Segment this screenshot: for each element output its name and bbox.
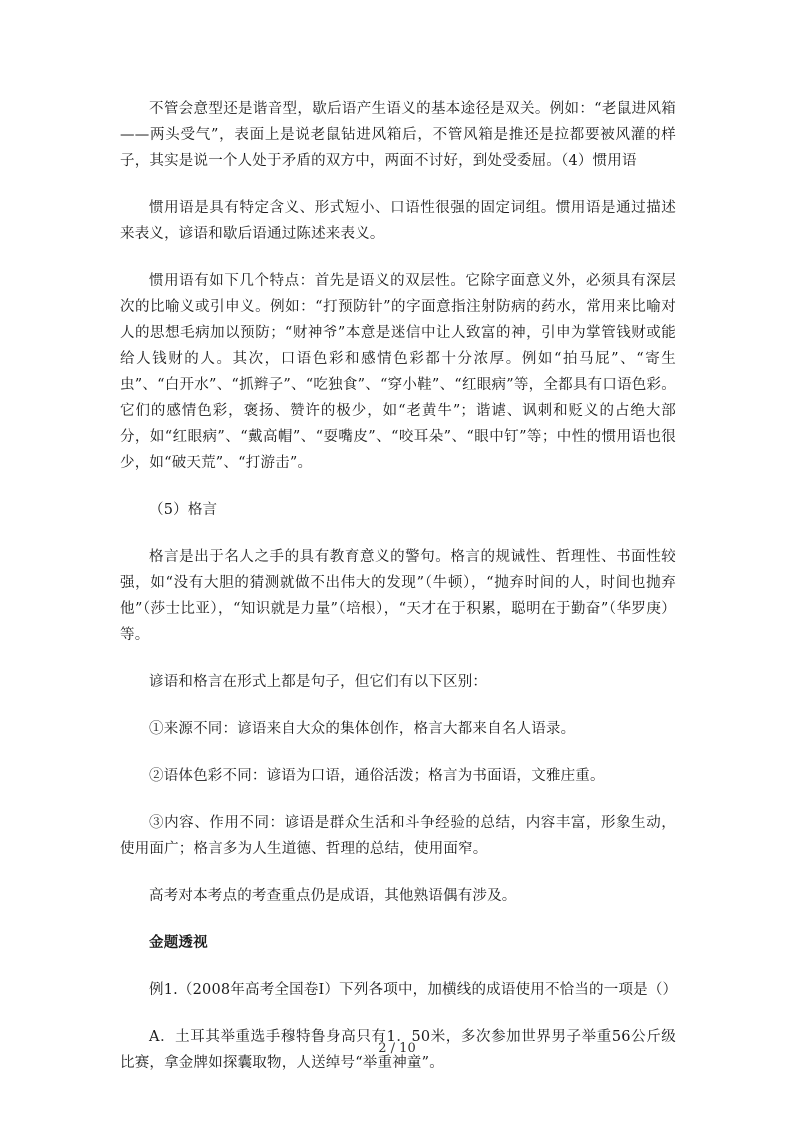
paragraph-example-question: 例1.（2008年高考全国卷Ⅰ）下列各项中，加横线的成语使用不恰当的一项是（）: [149, 982, 678, 998]
paragraph-difference-source: ①来源不同：谚语来自大众的集体创作，格言大都来自名人语录。: [149, 721, 576, 737]
section-heading-geyan: （5）格言: [149, 502, 218, 518]
paragraph-differences-intro: 谚语和格言在形式上都是句子，但它们有以下区别：: [149, 674, 488, 690]
paragraph-option-a: A．土耳其举重选手穆特鲁身高只有1．50米，多次参加世界男子举重56公斤级比赛，拿金牌如探囊取物，人送绰号“举重神童”。: [120, 1029, 676, 1071]
paragraph-guanyongyu-definition: 惯用语是具有特定含义、形式短小、口语性很强的固定词组。惯用语是通过描述来表义，谚语和歇后语通过陈述来表义。: [120, 200, 676, 242]
paragraph-geyan-definition: 格言是出于名人之手的具有教育意义的警句。格言的规诫性、哲理性、书面性较强，如“没有大胆的猜测就做不出伟大的发现”（牛顿），“抛弃时间的人，时间也抛弃他”（莎士比亚），“知识就是力量”（培根），“天才在于积累，聪明在于勤奋”（华罗庚）等。: [120, 549, 676, 643]
section-heading-jinti-toushi: 金题透视: [149, 934, 208, 951]
document-body: [120, 96, 676, 1097]
paragraph-exam-focus: 高考对本考点的考查重点仍是成语，其他熟语偶有涉及。: [149, 888, 517, 904]
paragraph-xiehouyu-shuangguan: 不管会意型还是谐音型，歇后语产生语义的基本途径是双关。例如：“老鼠进风箱——两头受气”，表面上是说老鼠钻进风箱后，不管风箱是推还是拉都要被风灌的样子，其实是说一个人处于矛盾的双方中，两面不讨好，到处受委屈。（4）惯用语: [120, 101, 676, 169]
paragraph-guanyongyu-features: 惯用语有如下几个特点：首先是语义的双层性。它除字面意义外，必须具有深层次的比喻义或引申义。例如：“打预防针”的字面意指注射防病的药水，常用来比喻对人的思想毛病加以预防；“财神爷”本意是迷信中让人致富的神，引申为掌管钱财或能给人钱财的人。其次，口语色彩和感情色彩都十分浓厚。例如“拍马屁”、“寄生虫”、“白开水”、“抓辫子”、“吃独食”、“穿小鞋”、“红眼病”等，全都具有口语色彩。它们的感情色彩，褒扬、赞许的极少，如“老黄牛”；谐谑、讽刺和贬义的占绝大部分，如“红眼病”、“戴高帽”、“耍嘴皮”、“咬耳朵”、“眼中钉”等；中性的惯用语也很少，如“破天荒”、“打游击”。: [120, 273, 676, 471]
paragraph-difference-style: ②语体色彩不同：谚语为口语，通俗活泼；格言为书面语，文雅庄重。: [149, 768, 605, 784]
paragraph-difference-content: ③内容、作用不同：谚语是群众生活和斗争经验的总结，内容丰富，形象生动，使用面广；格言多为人生道德、哲理的总结，使用面窄。: [120, 815, 676, 857]
page-number: 2 / 10: [378, 1041, 416, 1056]
